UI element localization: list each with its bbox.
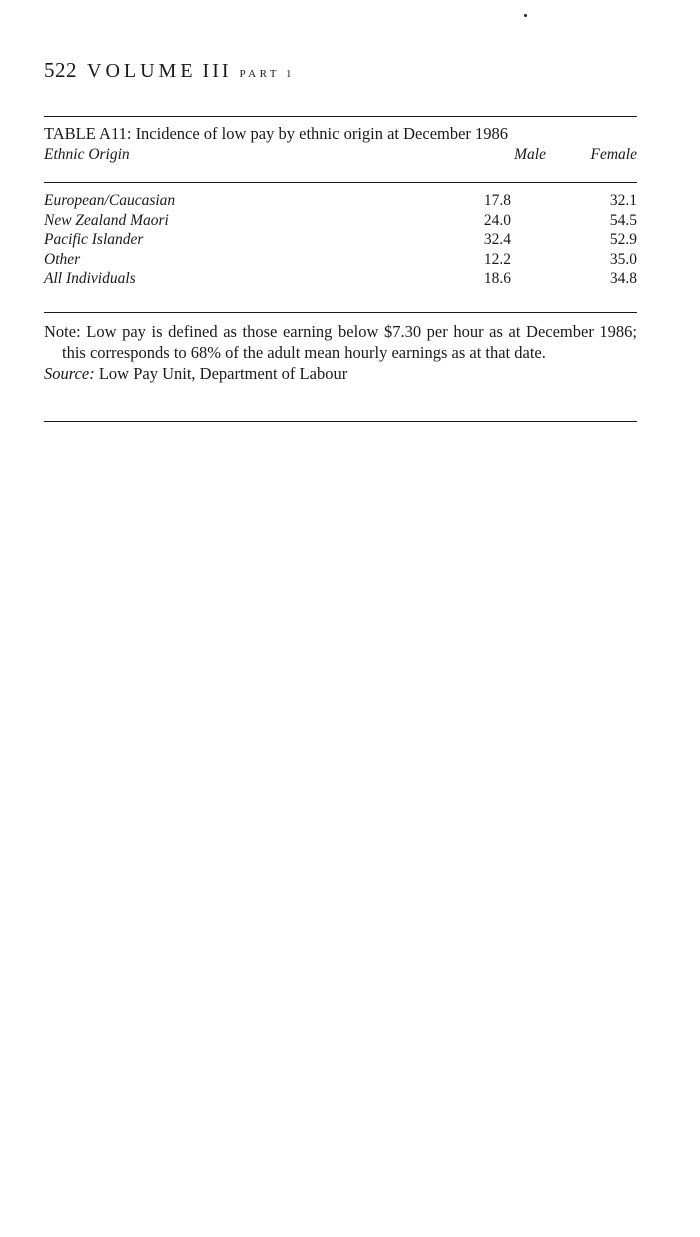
table-row xyxy=(44,191,637,211)
table-row xyxy=(44,211,637,231)
table-row xyxy=(44,269,637,289)
volume-number: III xyxy=(202,60,232,82)
table-notes xyxy=(44,321,637,384)
row-label: New Zealand Maori xyxy=(44,211,169,229)
column-header-ethnic-origin: Ethnic Origin xyxy=(44,146,130,163)
table-source xyxy=(44,363,637,384)
table-body xyxy=(44,191,637,289)
female-value: 34.8 xyxy=(609,270,637,287)
source-label: Source: xyxy=(44,364,95,383)
page-speck xyxy=(524,14,527,17)
row-label: Other xyxy=(44,250,81,268)
table-bottom-rule xyxy=(44,421,637,422)
female-value: 52.9 xyxy=(609,231,637,248)
table-title: TABLE A11: Incidence of low pay by ethnic origin at December 1986 xyxy=(44,124,509,143)
column-header-female: Female xyxy=(590,146,637,163)
male-value: 18.6 xyxy=(483,270,511,287)
male-value: 12.2 xyxy=(483,250,511,268)
table-top-rule xyxy=(44,116,637,117)
running-head xyxy=(44,60,295,81)
table-note: Note: Low pay is defined as those earning below $7.30 per hour as at December 1986; this corresponds to 68% of the adult mean hourly earnings as at that date. xyxy=(44,322,637,362)
row-label: European/Caucasian xyxy=(44,192,176,209)
table-row xyxy=(44,250,637,270)
row-label: Pacific Islander xyxy=(44,231,144,248)
column-header-male: Male xyxy=(514,146,546,163)
female-value: 54.5 xyxy=(609,211,637,229)
volume-label: VOLUME xyxy=(87,60,197,82)
part-label: PART 1 xyxy=(239,68,296,80)
page-number: 522 xyxy=(44,58,77,82)
row-label: All Individuals xyxy=(44,270,136,287)
male-value: 17.8 xyxy=(483,192,511,209)
table-column-headers xyxy=(44,146,637,166)
male-value: 24.0 xyxy=(483,211,511,229)
table-row xyxy=(44,230,637,250)
table-header-rule xyxy=(44,182,637,183)
table-footer-rule xyxy=(44,312,637,313)
female-value: 35.0 xyxy=(609,250,637,268)
female-value: 32.1 xyxy=(609,192,637,209)
male-value: 32.4 xyxy=(483,231,511,248)
source-text: Low Pay Unit, Department of Labour xyxy=(94,364,348,383)
